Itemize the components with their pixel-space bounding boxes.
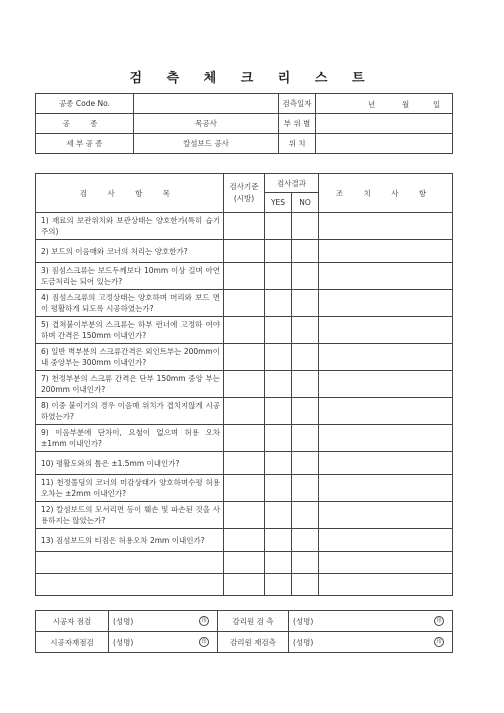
page-title: 검 측 체 크 리 스 트 bbox=[129, 71, 375, 86]
standard-cell[interactable] bbox=[224, 502, 265, 529]
action-cell[interactable] bbox=[319, 263, 453, 290]
header-info-table bbox=[35, 93, 453, 154]
table-row bbox=[36, 529, 453, 552]
inspection-date-field[interactable] bbox=[316, 94, 453, 114]
action-cell[interactable] bbox=[319, 371, 453, 398]
table-row bbox=[36, 574, 453, 596]
no-checkbox[interactable] bbox=[292, 263, 319, 290]
no-checkbox[interactable] bbox=[292, 425, 319, 452]
yes-checkbox[interactable] bbox=[265, 452, 292, 475]
no-checkbox[interactable] bbox=[292, 371, 319, 398]
table-row bbox=[36, 317, 453, 344]
table-row bbox=[36, 240, 453, 263]
yes-checkbox[interactable] bbox=[265, 344, 292, 371]
check-item: 4) 짐섬스크류의 고정상태는 양호하며 머리와 보드 면이 평활하게 되도록 시공하였는가? bbox=[36, 290, 224, 317]
no-checkbox[interactable] bbox=[292, 290, 319, 317]
part-field[interactable] bbox=[316, 114, 453, 134]
work-code-label: 공종 Code No. bbox=[36, 94, 134, 114]
check-item: 3) 짐섬스크류는 보드두께보다 10mm 이상 길며 아연 도금처리는 되어 있는가? bbox=[36, 263, 224, 290]
standard-cell[interactable] bbox=[224, 398, 265, 425]
standard-cell[interactable] bbox=[224, 240, 265, 263]
supervisor-check-name: (성명) bbox=[293, 616, 314, 626]
table-row bbox=[36, 290, 453, 317]
check-item: 5) 겹쳐붙이부분의 스크류는 하부 런너에 고정하 여야하며 간격은 150mm 이내인가? bbox=[36, 317, 224, 344]
no-checkbox[interactable] bbox=[292, 502, 319, 529]
date-day-label: 일 bbox=[433, 100, 441, 109]
yes-checkbox[interactable] bbox=[265, 529, 292, 552]
check-item: 10) 평활도와의 틈은 ±1.5mm 이내인가? bbox=[36, 452, 224, 475]
check-item bbox=[36, 552, 224, 574]
yes-checkbox[interactable] bbox=[265, 398, 292, 425]
part-label: 부 위 별 bbox=[279, 114, 316, 134]
table-row bbox=[36, 452, 453, 475]
no-checkbox[interactable] bbox=[292, 317, 319, 344]
standard-cell[interactable] bbox=[224, 574, 265, 596]
date-year-label: 년 bbox=[368, 100, 376, 109]
no-checkbox[interactable] bbox=[292, 213, 319, 240]
yes-checkbox[interactable] bbox=[265, 263, 292, 290]
check-item: 6) 일반 벽부분의 스크류간격은 외인트부는 200mm이내 중앙부는 300mm 이내인가? bbox=[36, 344, 224, 371]
yes-header: YES bbox=[265, 193, 292, 213]
action-cell[interactable] bbox=[319, 398, 453, 425]
work-type-value[interactable]: 목공사 bbox=[134, 114, 279, 134]
detail-work-value[interactable]: 칼섬보드 공사 bbox=[134, 134, 279, 154]
contractor-recheck-sign[interactable] bbox=[109, 632, 218, 653]
table-row bbox=[36, 475, 453, 502]
yes-checkbox[interactable] bbox=[265, 425, 292, 452]
action-cell[interactable] bbox=[319, 344, 453, 371]
contractor-check-name: (성명) bbox=[113, 616, 134, 626]
no-checkbox[interactable] bbox=[292, 529, 319, 552]
yes-checkbox[interactable] bbox=[265, 502, 292, 529]
check-item: 7) 천정부분의 스크류 간격은 단부 150mm 중앙 부는 200mm 이내인가? bbox=[36, 371, 224, 398]
standard-cell[interactable] bbox=[224, 213, 265, 240]
standard-cell[interactable] bbox=[224, 452, 265, 475]
supervisor-check-label: 감리원 검 측 bbox=[218, 611, 289, 632]
standard-cell[interactable] bbox=[224, 425, 265, 452]
standard-header-text: 검사기준 (시방) bbox=[229, 182, 259, 203]
action-header: 조 치 사 항 bbox=[319, 174, 453, 213]
supervisor-recheck-label: 감리원 재검측 bbox=[218, 632, 289, 653]
action-cell[interactable] bbox=[319, 529, 453, 552]
action-cell[interactable] bbox=[319, 317, 453, 344]
yes-checkbox[interactable] bbox=[265, 574, 292, 596]
check-item bbox=[36, 574, 224, 596]
standard-cell[interactable] bbox=[224, 344, 265, 371]
standard-cell[interactable] bbox=[224, 552, 265, 574]
yes-checkbox[interactable] bbox=[265, 371, 292, 398]
seal-icon: 印 bbox=[199, 637, 209, 647]
contractor-recheck-label: 시공자재점검 bbox=[36, 632, 109, 653]
check-item: 11) 천정몰딩의 코너의 미감상태가 양호하며수평 허용 오차는 ±2mm 이내인가? bbox=[36, 475, 224, 502]
no-checkbox[interactable] bbox=[292, 344, 319, 371]
action-cell[interactable] bbox=[319, 475, 453, 502]
check-item: 9) 이음부분에 단차이, 요철이 없으며 허용 오차 ±1mm 이내인가? bbox=[36, 425, 224, 452]
action-cell[interactable] bbox=[319, 290, 453, 317]
yes-checkbox[interactable] bbox=[265, 240, 292, 263]
location-label: 위 치 bbox=[279, 134, 316, 154]
action-cell[interactable] bbox=[319, 425, 453, 452]
no-checkbox[interactable] bbox=[292, 240, 319, 263]
result-header: 검사결과 bbox=[265, 174, 319, 193]
no-checkbox[interactable] bbox=[292, 475, 319, 502]
work-type-label: 공 종 bbox=[36, 114, 134, 134]
check-item: 12) 칼섬보드의 모서리면 등이 훼손 및 파손된 것을 사용하지는 않았는가? bbox=[36, 502, 224, 529]
standard-cell[interactable] bbox=[224, 290, 265, 317]
yes-checkbox[interactable] bbox=[265, 317, 292, 344]
supervisor-recheck-name: (성명) bbox=[293, 637, 314, 647]
seal-icon: 印 bbox=[434, 616, 444, 626]
action-cell[interactable] bbox=[319, 502, 453, 529]
supervisor-recheck-sign[interactable] bbox=[289, 632, 453, 653]
no-header: NO bbox=[292, 193, 319, 213]
table-row bbox=[36, 398, 453, 425]
action-cell[interactable] bbox=[319, 240, 453, 263]
signoff-table bbox=[35, 610, 453, 653]
inspection-date-label: 검측일자 bbox=[279, 94, 316, 114]
contractor-check-label: 시공자 점검 bbox=[36, 611, 109, 632]
yes-checkbox[interactable] bbox=[265, 213, 292, 240]
yes-checkbox[interactable] bbox=[265, 290, 292, 317]
table-row bbox=[36, 213, 453, 240]
location-field[interactable] bbox=[316, 134, 453, 154]
items-header: 검 사 항 목 bbox=[36, 174, 224, 213]
seal-icon: 印 bbox=[199, 616, 209, 626]
standard-cell[interactable] bbox=[224, 263, 265, 290]
contractor-check-sign[interactable] bbox=[109, 611, 218, 632]
no-checkbox[interactable] bbox=[292, 452, 319, 475]
check-item: 2) 보드의 이음매와 코너의 처리는 양호한가? bbox=[36, 240, 224, 263]
action-cell[interactable] bbox=[319, 452, 453, 475]
checklist-table bbox=[35, 173, 453, 596]
check-item: 13) 짐섬보드의 티짐은 허용오차 2mm 이내인가? bbox=[36, 529, 224, 552]
action-cell[interactable] bbox=[319, 574, 453, 596]
table-row bbox=[36, 552, 453, 574]
check-item: 1) 재료의 보관위치와 보관상태는 양호한가(특히 습기주의) bbox=[36, 213, 224, 240]
table-row bbox=[36, 263, 453, 290]
contractor-recheck-name: (성명) bbox=[113, 637, 134, 647]
no-checkbox[interactable] bbox=[292, 552, 319, 574]
table-row bbox=[36, 371, 453, 398]
check-item: 8) 이중 붙이기의 경우 이음매 위치가 겹치지않게 시공하였는가? bbox=[36, 398, 224, 425]
supervisor-check-sign[interactable] bbox=[289, 611, 453, 632]
no-checkbox[interactable] bbox=[292, 398, 319, 425]
table-row bbox=[36, 502, 453, 529]
date-month-label: 월 bbox=[402, 100, 410, 109]
standard-header bbox=[224, 174, 265, 213]
yes-checkbox[interactable] bbox=[265, 552, 292, 574]
standard-cell[interactable] bbox=[224, 529, 265, 552]
table-row bbox=[36, 425, 453, 452]
standard-cell[interactable] bbox=[224, 317, 265, 344]
no-checkbox[interactable] bbox=[292, 574, 319, 596]
work-code-field[interactable] bbox=[134, 94, 279, 114]
table-row bbox=[36, 344, 453, 371]
action-cell[interactable] bbox=[319, 213, 453, 240]
yes-checkbox[interactable] bbox=[265, 475, 292, 502]
action-cell[interactable] bbox=[319, 552, 453, 574]
standard-cell[interactable] bbox=[224, 371, 265, 398]
seal-icon: 印 bbox=[434, 637, 444, 647]
standard-cell[interactable] bbox=[224, 475, 265, 502]
detail-work-label: 세 부 공 종 bbox=[36, 134, 134, 154]
